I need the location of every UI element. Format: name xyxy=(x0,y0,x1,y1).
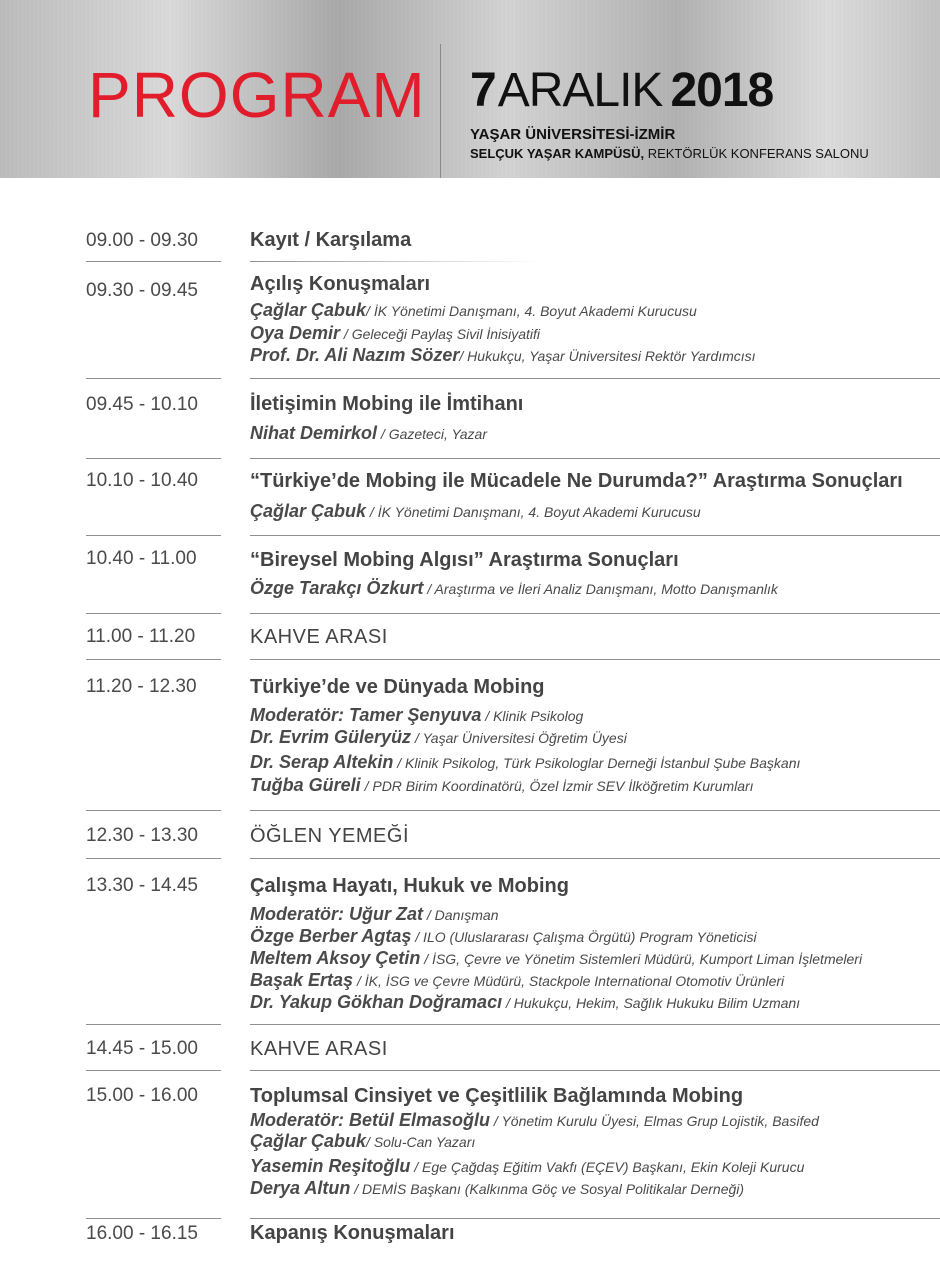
speaker-line xyxy=(250,1157,804,1176)
speaker-line xyxy=(250,1132,475,1151)
session-title: Kapanış Konuşmaları xyxy=(250,1222,455,1244)
speaker-line xyxy=(250,1179,744,1198)
speaker-name: Prof. Dr. Ali Nazım Sözer xyxy=(250,345,460,365)
speaker-name: Yasemin Reşitoğlu xyxy=(250,1156,411,1176)
row-divider-left xyxy=(86,1070,221,1071)
speaker-role: / Araştırma ve İleri Analiz Danışmanı, Motto Danışmanlık xyxy=(423,581,778,597)
speaker-line xyxy=(250,301,697,320)
speaker-name: Moderatör: Betül Elmasoğlu xyxy=(250,1110,491,1130)
speaker-role: / Yaşar Üniversitesi Öğretim Üyesi xyxy=(411,730,627,746)
event-day: 7 xyxy=(470,64,496,117)
speaker-line xyxy=(250,993,800,1012)
row-divider-right xyxy=(250,1218,940,1219)
row-divider-left xyxy=(86,378,221,379)
speaker-role: / DEMİS Başkanı (Kalkınma Göç ve Sosyal Politikalar Derneği) xyxy=(350,1181,745,1197)
session-time: 13.30 - 14.45 xyxy=(86,875,198,896)
row-divider-left xyxy=(86,458,221,459)
speaker-line xyxy=(250,502,701,521)
session-time: 10.40 - 11.00 xyxy=(86,548,197,569)
speaker-role: / Geleceği Paylaş Sivil İnisiyatifi xyxy=(340,326,541,342)
speaker-line xyxy=(250,776,754,795)
speaker-role: / Klinik Psikolog, Türk Psikologlar Derneği İstanbul Şube Başkanı xyxy=(393,755,801,771)
header-divider xyxy=(440,44,441,178)
session-time: 09.45 - 10.10 xyxy=(86,394,198,415)
row-divider-right xyxy=(250,810,940,811)
row-divider-right xyxy=(250,261,540,262)
speaker-role: / Hukukçu, Hekim, Sağlık Hukuku Bilim Uzmanı xyxy=(502,995,801,1011)
speaker-role: / ILO (Uluslararası Çalışma Örgütü) Program Yöneticisi xyxy=(411,929,757,945)
speaker-name: Nihat Demirkol xyxy=(250,423,378,443)
session-time: 09.00 - 09.30 xyxy=(86,230,198,251)
speaker-role: / Yönetim Kurulu Üyesi, Elmas Grup Lojistik, Basifed xyxy=(490,1113,819,1129)
session-time: 11.20 - 12.30 xyxy=(86,676,197,697)
row-divider-right xyxy=(250,613,940,614)
session-time: 09.30 - 09.45 xyxy=(86,280,198,301)
speaker-name: Özge Tarakçı Özkurt xyxy=(250,578,424,598)
speaker-name: Dr. Evrim Güleryüz xyxy=(250,727,412,747)
row-divider-right xyxy=(250,1070,940,1071)
speaker-role: / İK Yönetimi Danışmanı, 4. Boyut Akademi Kurucusu xyxy=(366,303,697,319)
break-title: ÖĞLEN YEMEĞİ xyxy=(250,825,410,847)
event-date xyxy=(470,64,773,118)
speaker-role: / PDR Birim Koordinatörü, Özel İzmir SEV İlköğretim Kurumları xyxy=(360,778,754,794)
speaker-role: / Ege Çağdaş Eğitim Vakfı (EÇEV) Başkanı, Ekin Koleji Kurucu xyxy=(410,1159,805,1175)
row-divider-right xyxy=(250,858,940,859)
speaker-name: Moderatör: Tamer Şenyuva xyxy=(250,705,482,725)
speaker-name: Dr. Serap Altekin xyxy=(250,752,394,772)
row-divider-left xyxy=(86,261,221,262)
row-divider-left xyxy=(86,858,221,859)
speaker-name: Meltem Aksoy Çetin xyxy=(250,948,421,968)
session-time: 12.30 - 13.30 xyxy=(86,825,198,846)
session-time: 10.10 - 10.40 xyxy=(86,470,198,491)
speaker-line xyxy=(250,753,800,772)
session-title: “Bireysel Mobing Algısı” Araştırma Sonuçları xyxy=(250,549,679,571)
speaker-line xyxy=(250,346,756,365)
session-title: Açılış Konuşmaları xyxy=(250,273,431,295)
row-divider-right xyxy=(250,535,940,536)
session-time: 16.00 - 16.15 xyxy=(86,1223,198,1244)
speaker-role: / İK, İSG ve Çevre Müdürü, Stackpole International Otomotiv Ürünleri xyxy=(353,973,785,989)
program-title: PROGRAM xyxy=(88,59,426,131)
speaker-name: Özge Berber Agtaş xyxy=(250,926,412,946)
session-title: “Türkiye’de Mobing ile Mücadele Ne Durumda?” Araştırma Sonuçları xyxy=(250,470,903,492)
row-divider-left xyxy=(86,1218,221,1219)
session-time: 14.45 - 15.00 xyxy=(86,1038,198,1059)
row-divider-left xyxy=(86,1024,221,1025)
speaker-line xyxy=(250,949,862,968)
row-divider-right xyxy=(250,1024,940,1025)
speaker-name: Çağlar Çabuk xyxy=(250,501,367,521)
session-title: İletişimin Mobing ile İmtihanı xyxy=(250,393,524,415)
speaker-line xyxy=(250,971,784,990)
session-time: 11.00 - 11.20 xyxy=(86,626,196,647)
session-title: Kayıt / Karşılama xyxy=(250,229,412,251)
speaker-name: Derya Altun xyxy=(250,1178,351,1198)
speaker-line xyxy=(250,706,583,725)
speaker-role: / Klinik Psikolog xyxy=(481,708,584,724)
row-divider-right xyxy=(250,458,940,459)
speaker-role: / İK Yönetimi Danışmanı, 4. Boyut Akademi Kurucusu xyxy=(366,504,701,520)
speaker-name: Çağlar Çabuk xyxy=(250,300,367,320)
header-banner xyxy=(0,0,940,178)
row-divider-right xyxy=(250,378,940,379)
row-divider-left xyxy=(86,613,221,614)
venue-name: YAŞAR ÜNİVERSİTESİ-İZMİR xyxy=(470,126,676,143)
session-title: Türkiye’de ve Dünyada Mobing xyxy=(250,676,545,698)
speaker-name: Tuğba Güreli xyxy=(250,775,361,795)
speaker-line xyxy=(250,579,778,598)
speaker-name: Oya Demir xyxy=(250,323,341,343)
speaker-role: / Solu-Can Yazarı xyxy=(366,1134,476,1150)
speaker-name: Dr. Yakup Gökhan Doğramacı xyxy=(250,992,503,1012)
speaker-line xyxy=(250,324,540,343)
speaker-name: Moderatör: Uğur Zat xyxy=(250,904,423,924)
speaker-name: Çağlar Çabuk xyxy=(250,1131,367,1151)
event-year: 2018 xyxy=(670,64,774,117)
campus-location xyxy=(470,146,869,162)
hall-name: REKTÖRLÜK KONFERANS SALONU xyxy=(644,146,869,161)
speaker-role: / Gazeteci, Yazar xyxy=(377,426,488,442)
speaker-role: / İSG, Çevre ve Yönetim Sistemleri Müdürü, Kumport Liman İşletmeleri xyxy=(420,951,863,967)
campus-name: SELÇUK YAŞAR KAMPÜSÜ, xyxy=(470,146,645,161)
speaker-line xyxy=(250,424,487,443)
speaker-line xyxy=(250,728,627,747)
session-time: 15.00 - 16.00 xyxy=(86,1085,198,1106)
row-divider-right xyxy=(250,659,940,660)
speaker-line xyxy=(250,927,757,946)
row-divider-left xyxy=(86,659,221,660)
speaker-line xyxy=(250,1111,819,1130)
speaker-role: / Danışman xyxy=(423,907,499,923)
session-title: Toplumsal Cinsiyet ve Çeşitlilik Bağlamında Mobing xyxy=(250,1085,744,1107)
speaker-name: Başak Ertaş xyxy=(250,970,354,990)
row-divider-left xyxy=(86,810,221,811)
break-title: KAHVE ARASI xyxy=(250,626,388,648)
row-divider-left xyxy=(86,535,221,536)
speaker-line xyxy=(250,905,498,924)
speaker-role: / Hukukçu, Yaşar Üniversitesi Rektör Yardımcısı xyxy=(459,348,756,364)
event-month: ARALIK xyxy=(497,64,663,117)
break-title: KAHVE ARASI xyxy=(250,1038,388,1060)
session-title: Çalışma Hayatı, Hukuk ve Mobing xyxy=(250,875,569,897)
